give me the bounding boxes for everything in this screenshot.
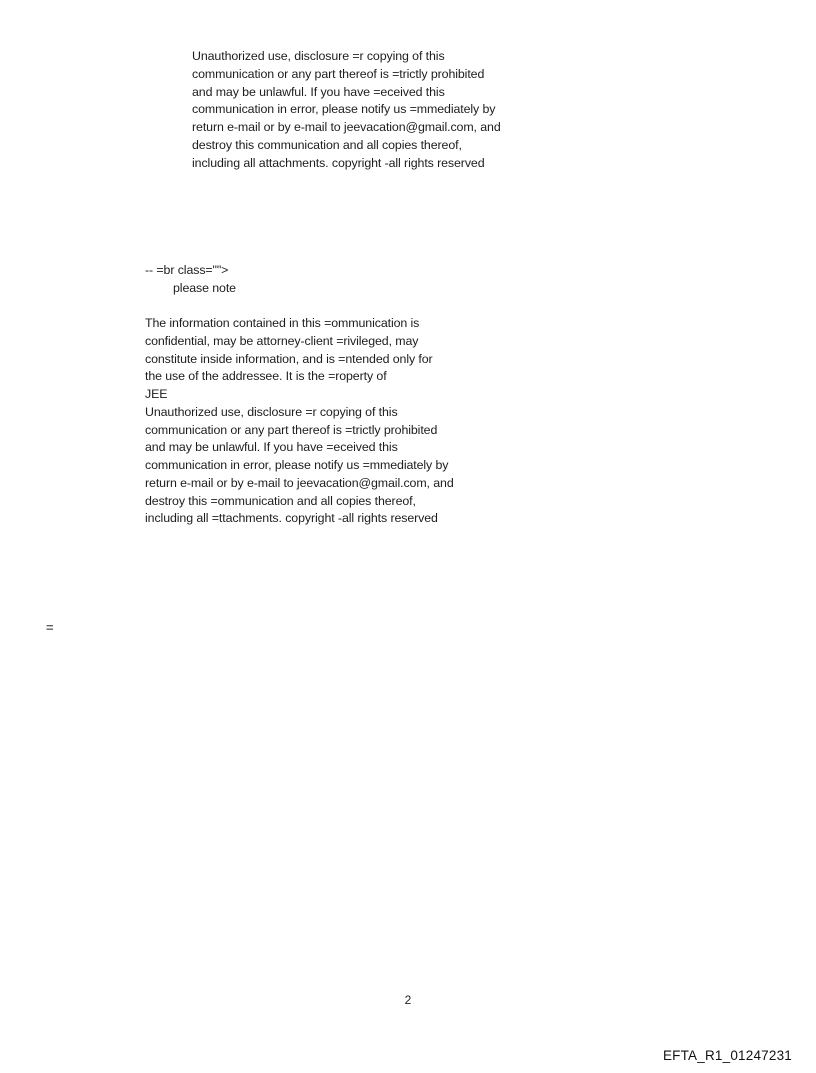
text-line: destroy this communication and all copies thereof, <box>192 137 462 152</box>
text-line: Unauthorized use, disclosure =r copying of this <box>145 404 398 419</box>
signature-note-line: please note <box>173 280 236 295</box>
text-line: The information contained in this =ommunication is <box>145 316 420 330</box>
text-line: communication or any part thereof is =trictly prohibited <box>145 422 438 437</box>
text-line: return e-mail or by e-mail to jeevacation@gmail.com, and <box>145 475 454 490</box>
text-line: JEE <box>145 387 168 401</box>
text-line: destroy this =ommunication and all copies thereof, <box>145 493 416 508</box>
text-line: including all =ttachments. copyright -all rights reserved <box>145 511 438 526</box>
text-line: constitute inside information, and is =ntended only for <box>145 351 433 366</box>
page-number-row <box>0 993 816 1008</box>
text-line: communication in error, please notify us =mmediately by <box>192 102 496 117</box>
page-number: 2 <box>404 993 412 1007</box>
text-line: return e-mail or by e-mail to jeevacation@gmail.com, and <box>192 120 501 134</box>
signature-separator-block <box>145 262 236 298</box>
disclaimer-paragraph-top <box>192 48 501 172</box>
text-line: confidential, may be attorney-client =rivileged, may <box>145 333 419 348</box>
text-line: and may be unlawful. If you have =eceived this <box>192 84 445 99</box>
text-line: and may be unlawful. If you have =eceived this <box>145 440 398 455</box>
text-line: communication in error, please notify us =mmediately by <box>145 458 449 472</box>
text-line: including all attachments. copyright -all rights reserved <box>192 155 485 170</box>
text-line: communication or any part thereof is =trictly prohibited <box>192 66 485 81</box>
signature-separator-line: -- =br class=""> <box>145 263 229 277</box>
disclaimer-paragraph-body <box>145 315 454 528</box>
text-line: Unauthorized use, disclosure =r copying of this <box>192 49 445 63</box>
bates-number: EFTA_R1_01247231 <box>662 1048 792 1063</box>
stray-equals-artifact: = <box>46 620 54 635</box>
text-line: the use of the addressee. It is the =roperty of <box>145 369 387 384</box>
